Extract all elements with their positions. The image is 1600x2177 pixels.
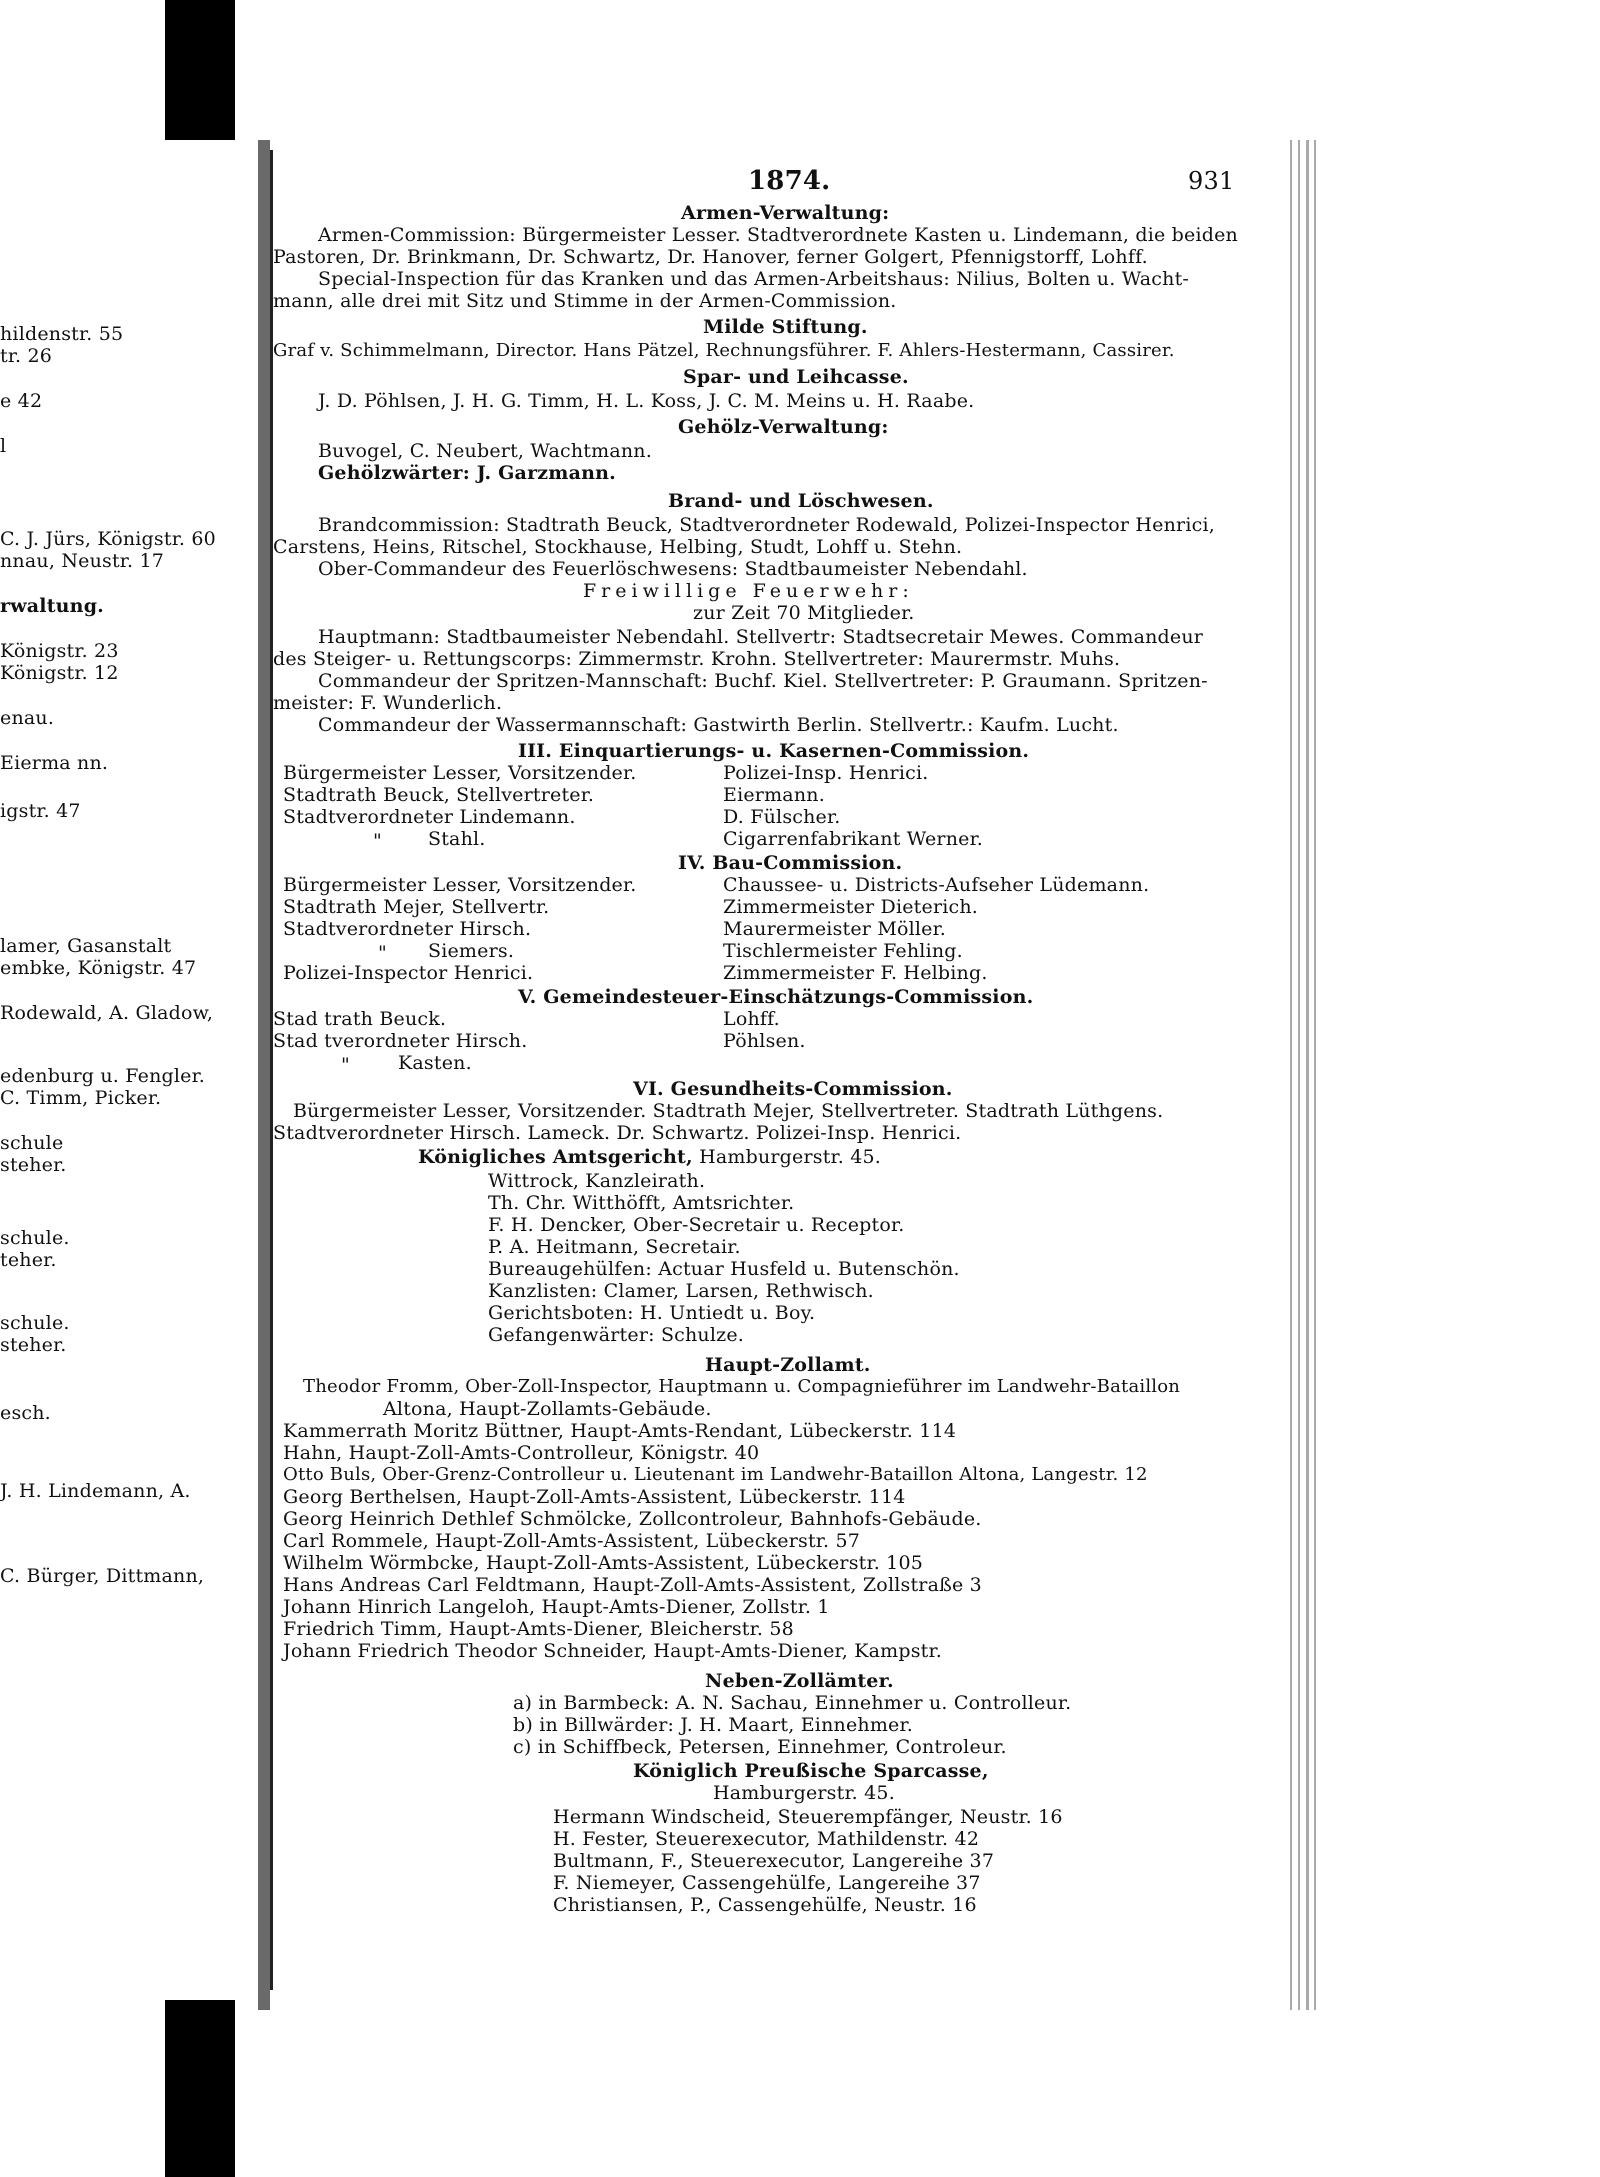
text-line: Gerichtsboten: H. Untiedt u. Boy. xyxy=(488,1302,816,1324)
fragment-line: steher. xyxy=(0,1154,67,1176)
text-line: Siemers. xyxy=(428,940,515,962)
page-edge xyxy=(1290,140,1292,2010)
left-page-fragment xyxy=(0,140,258,2000)
text-line: des Steiger- u. Rettungscorps: Zimmermstr. Krohn. Stellvertreter: Maurermstr. Muhs. xyxy=(273,648,1121,670)
text-line: Polizei-Inspector Henrici. xyxy=(283,962,534,984)
fragment-line: C. J. Jürs, Königstr. 60 xyxy=(0,528,216,550)
ditto-mark: " xyxy=(378,942,387,964)
text-line: Kammerrath Moritz Büttner, Haupt-Amts-Rendant, Lübeckerstr. 114 xyxy=(283,1420,957,1442)
text-line: Wilhelm Wörmbcke, Haupt-Zoll-Amts-Assistent, Lübeckerstr. 105 xyxy=(283,1552,924,1574)
text-line: Armen-Commission: Bürgermeister Lesser. Stadtverordnete Kasten u. Lindemann, die beiden xyxy=(318,224,1238,246)
fragment-line: e 42 xyxy=(0,390,43,412)
text-line: b) in Billwärder: J. H. Maart, Einnehmer. xyxy=(513,1714,913,1736)
fragment-line: tr. 26 xyxy=(0,345,53,367)
amtsgericht-address: Hamburgerstr. 45. xyxy=(699,1146,882,1168)
section-title: Armen-Verwaltung: xyxy=(681,202,890,224)
amtsgericht-title: Königliches Amtsgericht, xyxy=(418,1146,693,1168)
text-line: Bürgermeister Lesser, Vorsitzender. xyxy=(283,762,637,784)
fragment-line: J. H. Lindemann, A. xyxy=(0,1480,191,1502)
page-edge xyxy=(1314,140,1316,2010)
text-line: F. H. Dencker, Ober-Secretair u. Receptor. xyxy=(488,1214,905,1236)
fragment-line: Rodewald, A. Gladow, xyxy=(0,1002,214,1024)
text-line: Hermann Windscheid, Steuerempfänger, Neustr. 16 xyxy=(553,1806,1063,1828)
text-line: Otto Buls, Ober-Grenz-Controlleur u. Lieutenant im Landwehr-Bataillon Altona, Langestr. 12 xyxy=(283,1464,1148,1485)
text-line: Lohff. xyxy=(723,1008,780,1030)
text-line: Hahn, Haupt-Zoll-Amts-Controlleur, Königstr. 40 xyxy=(283,1442,760,1464)
section-title: III. Einquartierungs- u. Kasernen-Commission. xyxy=(518,740,1030,762)
section-title: VI. Gesundheits-Commission. xyxy=(633,1078,953,1100)
text-line: Stad trath Beuck. xyxy=(273,1008,447,1030)
page-edge xyxy=(1298,140,1300,2010)
fragment-line: esch. xyxy=(0,1402,51,1424)
text-line: Ober-Commandeur des Feuerlöschwesens: Stadtbaumeister Nebendahl. xyxy=(318,558,1028,580)
text-line: Stadtverordneter Hirsch. xyxy=(283,918,532,940)
text-line: D. Fülscher. xyxy=(723,806,841,828)
text-line: Pastoren, Dr. Brinkmann, Dr. Schwartz, Dr. Hanover, ferner Golgert, Pfennigstorff, Lohff. xyxy=(273,246,1148,268)
fragment-line: teher. xyxy=(0,1249,57,1271)
fragment-line: schule. xyxy=(0,1312,70,1334)
section-title: V. Gemeindesteuer-Einschätzungs-Commission. xyxy=(518,986,1034,1008)
text-line: Carstens, Heins, Ritschel, Stockhause, Helbing, Studt, Lohff u. Stehn. xyxy=(273,536,963,558)
text-line: Maurermeister Möller. xyxy=(723,918,947,940)
text-line: meister: F. Wunderlich. xyxy=(273,692,503,714)
text-line: c) in Schiffbeck, Petersen, Einnehmer, Controleur. xyxy=(513,1736,1007,1758)
ditto-mark: " xyxy=(373,830,382,852)
text-line: Freiwillige Feuerwehr: xyxy=(583,580,914,602)
page-number: 931 xyxy=(1188,167,1235,195)
text-line: Stahl. xyxy=(428,828,486,850)
text-line: Cigarrenfabrikant Werner. xyxy=(723,828,984,850)
fragment-line: enau. xyxy=(0,707,55,729)
fragment-line: steher. xyxy=(0,1334,67,1356)
section-title: IV. Bau-Commission. xyxy=(678,852,903,874)
text-line: J. D. Pöhlsen, J. H. G. Timm, H. L. Koss, J. C. M. Meins u. H. Raabe. xyxy=(318,390,975,412)
text-line: Johann Hinrich Langeloh, Haupt-Amts-Diener, Zollstr. 1 xyxy=(283,1596,830,1618)
text-line: Gefangenwärter: Schulze. xyxy=(488,1324,745,1346)
text-line: Stad tverordneter Hirsch. xyxy=(273,1030,528,1052)
ditto-mark: " xyxy=(341,1054,350,1076)
text-line: H. Fester, Steuerexecutor, Mathildenstr. 42 xyxy=(553,1828,980,1850)
text-line: Stadtverordneter Hirsch. Lameck. Dr. Schwartz. Polizei-Insp. Henrici. xyxy=(273,1122,962,1144)
text-line: Polizei-Insp. Henrici. xyxy=(723,762,929,784)
text-line: a) in Barmbeck: A. N. Sachau, Einnehmer u. Controlleur. xyxy=(513,1692,1072,1714)
text-line: Buvogel, C. Neubert, Wachtmann. xyxy=(318,440,652,462)
text-line: Zimmermeister F. Helbing. xyxy=(723,962,988,984)
fragment-line: rwaltung. xyxy=(0,595,104,617)
section-title: Neben-Zollämter. xyxy=(705,1670,894,1692)
right-page xyxy=(270,150,1288,1990)
text-line: Hamburgerstr. 45. xyxy=(713,1782,895,1804)
text-line: Bultmann, F., Steuerexecutor, Langereihe 37 xyxy=(553,1850,995,1872)
text-line: Special-Inspection für das Kranken und das Armen-Arbeitshaus: Nilius, Bolten u. Wacht- xyxy=(318,268,1190,290)
binding-strip-top xyxy=(165,0,235,145)
fragment-line: Königstr. 12 xyxy=(0,662,119,684)
text-line: Christiansen, P., Cassengehülfe, Neustr. 16 xyxy=(553,1894,977,1916)
text-line: Pöhlsen. xyxy=(723,1030,806,1052)
text-line: Johann Friedrich Theodor Schneider, Haupt-Amts-Diener, Kampstr. xyxy=(283,1640,942,1662)
section-title: Milde Stiftung. xyxy=(703,316,868,338)
text-line: Zimmermeister Dieterich. xyxy=(723,896,979,918)
fragment-line: embke, Königstr. 47 xyxy=(0,957,197,979)
fragment-line: lamer, Gasanstalt xyxy=(0,935,172,957)
text-line: Graf v. Schimmelmann, Director. Hans Pätzel, Rechnungsführer. F. Ahlers-Hestermann, Cassirer. xyxy=(273,340,1175,361)
text-line: Altona, Haupt-Zollamts-Gebäude. xyxy=(383,1398,712,1420)
text-line: Theodor Fromm, Ober-Zoll-Inspector, Hauptmann u. Compagnieführer im Landwehr-Bataillon xyxy=(303,1376,1181,1397)
text-line: F. Niemeyer, Cassengehülfe, Langereihe 37 xyxy=(553,1872,981,1894)
text-line: Eiermann. xyxy=(723,784,825,806)
fragment-line: l xyxy=(0,435,7,457)
text-line: Bürgermeister Lesser, Vorsitzender. xyxy=(283,874,637,896)
fragment-line: nnau, Neustr. 17 xyxy=(0,550,165,572)
text-line: Kanzlisten: Clamer, Larsen, Rethwisch. xyxy=(488,1280,874,1302)
fragment-line: C. Bürger, Dittmann, xyxy=(0,1565,205,1587)
fragment-line: hildenstr. 55 xyxy=(0,323,124,345)
text-line: Commandeur der Spritzen-Mannschaft: Buchf. Kiel. Stellvertreter: P. Graumann. Spritzen- xyxy=(318,670,1208,692)
text-line: Hauptmann: Stadtbaumeister Nebendahl. Stellvertr: Stadtsecretair Mewes. Commandeur xyxy=(318,626,1204,648)
section-title: Königlich Preußische Sparcasse, xyxy=(633,1760,989,1782)
section-title: Brand- und Löschwesen. xyxy=(668,490,934,512)
fragment-line: igstr. 47 xyxy=(0,800,81,822)
text-line: Friedrich Timm, Haupt-Amts-Diener, Bleicherstr. 58 xyxy=(283,1618,794,1640)
page-edge xyxy=(1306,140,1309,2010)
text-line: Bureaugehülfen: Actuar Husfeld u. Butenschön. xyxy=(488,1258,960,1280)
text-line: Chaussee- u. Districts-Aufseher Lüdemann. xyxy=(723,874,1150,896)
text-line: mann, alle drei mit Sitz und Stimme in der Armen-Commission. xyxy=(273,290,897,312)
fragment-line: Eierma nn. xyxy=(0,752,109,774)
text-line: Bürgermeister Lesser, Vorsitzender. Stadtrath Mejer, Stellvertreter. Stadtrath Lüthgens. xyxy=(293,1100,1164,1122)
section-title xyxy=(418,1146,881,1168)
text-line: Georg Heinrich Dethlef Schmölcke, Zollcontroleur, Bahnhofs-Gebäude. xyxy=(283,1508,982,1530)
text-line: Stadtrath Mejer, Stellvertr. xyxy=(283,896,550,918)
fragment-line: schule xyxy=(0,1132,64,1154)
text-line: Th. Chr. Witthöfft, Amtsrichter. xyxy=(488,1192,795,1214)
fragment-line: edenburg u. Fengler. xyxy=(0,1065,206,1087)
text-line: Wittrock, Kanzleirath. xyxy=(488,1170,706,1192)
fragment-line: Königstr. 23 xyxy=(0,640,119,662)
section-title: Gehölz-Verwaltung: xyxy=(678,416,889,438)
text-line: Stadtrath Beuck, Stellvertreter. xyxy=(283,784,595,806)
gutter-shadow xyxy=(258,140,270,2010)
text-line: Kasten. xyxy=(398,1052,472,1074)
text-line: Commandeur der Wassermannschaft: Gastwirth Berlin. Stellvertr.: Kaufm. Lucht. xyxy=(318,714,1119,736)
text-line: Brandcommission: Stadtrath Beuck, Stadtverordneter Rodewald, Polizei-Inspector Henrici, xyxy=(318,514,1215,536)
text-line: Carl Rommele, Haupt-Zoll-Amts-Assistent, Lübeckerstr. 57 xyxy=(283,1530,861,1552)
binding-strip-bottom xyxy=(165,2000,235,2177)
text-line: P. A. Heitmann, Secretair. xyxy=(488,1236,741,1258)
fragment-line: schule. xyxy=(0,1227,70,1249)
text-line: Georg Berthelsen, Haupt-Zoll-Amts-Assistent, Lübeckerstr. 114 xyxy=(283,1486,906,1508)
section-title: Spar- und Leihcasse. xyxy=(683,366,909,388)
text-line: Tischlermeister Fehling. xyxy=(723,940,963,962)
text-line: Stadtverordneter Lindemann. xyxy=(283,806,576,828)
text-line: Hans Andreas Carl Feldtmann, Haupt-Zoll-Amts-Assistent, Zollstraße 3 xyxy=(283,1574,982,1596)
text-line: zur Zeit 70 Mitglieder. xyxy=(693,602,915,624)
page-year: 1874. xyxy=(748,166,831,196)
section-title: Haupt-Zollamt. xyxy=(705,1354,871,1376)
fragment-line: C. Timm, Picker. xyxy=(0,1087,162,1109)
text-line: Gehölzwärter: J. Garzmann. xyxy=(318,462,616,484)
